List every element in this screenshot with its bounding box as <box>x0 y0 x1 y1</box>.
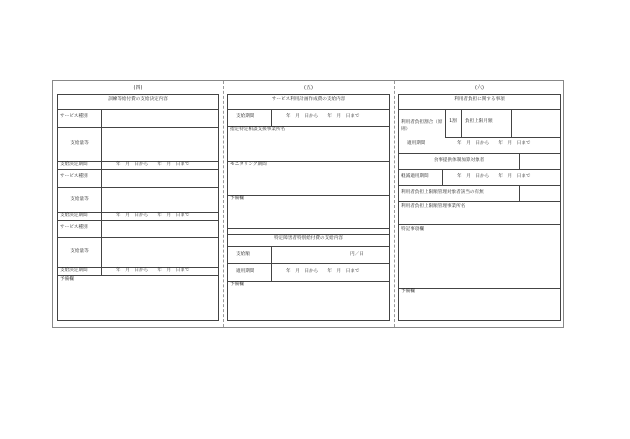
p4-amount-3: 支給量等 <box>70 249 89 254</box>
p5-apply-period: 適用期間 <box>236 269 255 274</box>
panel-divider <box>223 81 224 327</box>
p4-service-type-2: サービス種別 <box>60 174 88 179</box>
p5-support-period: 支給期間 <box>236 114 255 119</box>
p6-apply-period-value: 年 月 日から 年 月 日まで <box>457 141 531 146</box>
p6-apply-period: 適用期間 <box>407 141 426 146</box>
p6-special-notes: 特記事項欄 <box>401 227 424 232</box>
p4-service-type-3: サービス種別 <box>60 225 88 230</box>
p4-amount-1: 支給量等 <box>70 141 89 146</box>
certificate-sheet <box>52 80 564 328</box>
p5-amount-value: 円／日 <box>350 252 364 257</box>
panel-title-5: (五) <box>304 85 313 91</box>
p6-ratio-label: 利用者負担割合（原則） <box>401 120 443 132</box>
p6-header: 利用者負担に関する事項 <box>454 97 505 102</box>
p5-remarks: 予備欄 <box>230 196 244 201</box>
p6-reduced-period: 軽減適用期間 <box>401 174 429 179</box>
p5-designated-office: 指定特定相談支援事業所名 <box>230 127 286 132</box>
p4-period-1: 支給決定期間 <box>60 162 88 167</box>
panel-4-form <box>57 94 219 321</box>
p5-header: サービス利用計画作成費の支給内容 <box>271 97 346 102</box>
p6-remarks: 予備欄 <box>401 289 415 294</box>
p4-header: 訓練等給付費の支給決定内容 <box>108 97 168 102</box>
p4-period-2: 支給決定期間 <box>60 213 88 218</box>
p5-monitoring: モニタリング期間 <box>230 162 267 167</box>
p5-support-period-value: 年 月 日から 年 月 日まで <box>286 114 360 119</box>
p4-period-3: 支給決定期間 <box>60 268 88 273</box>
p4-period-value-2: 年 月 日から 年 月 日まで <box>116 213 190 218</box>
panel-title-6: (六) <box>475 85 484 91</box>
p5-amount-label: 支給額 <box>236 252 250 257</box>
p4-period-value-1: 年 月 日から 年 月 日まで <box>116 162 190 167</box>
p4-service-type-1: サービス種別 <box>60 114 88 119</box>
p6-reduced-period-value: 年 月 日から 年 月 日まで <box>457 174 531 179</box>
panel-divider <box>394 81 395 327</box>
p5-special-header: 特定障害者特別給付費の支給内容 <box>274 236 343 241</box>
p4-amount-2: 支給量等 <box>70 197 89 202</box>
p5-apply-period-value: 年 月 日から 年 月 日まで <box>286 269 360 274</box>
p6-ratio-value: 1割 <box>449 119 457 124</box>
p6-meal-target: 食事提供体制加算対象者 <box>433 158 485 163</box>
panel-6-form <box>398 94 561 321</box>
p4-remarks: 予備欄 <box>60 277 74 282</box>
panel-title-4: (四) <box>133 85 143 91</box>
p4-period-value-3: 年 月 日から 年 月 日まで <box>116 268 190 273</box>
p6-mgmt-office: 利用者負担上限額管理事業所名 <box>401 204 466 209</box>
p6-mgmt-target: 利用者負担上限額管理対象者該当の有無 <box>401 190 484 195</box>
p5-remarks-2: 予備欄 <box>230 282 244 287</box>
panel-5-form <box>227 94 390 321</box>
p6-monthly-cap: 負担上限月額 <box>465 119 493 124</box>
